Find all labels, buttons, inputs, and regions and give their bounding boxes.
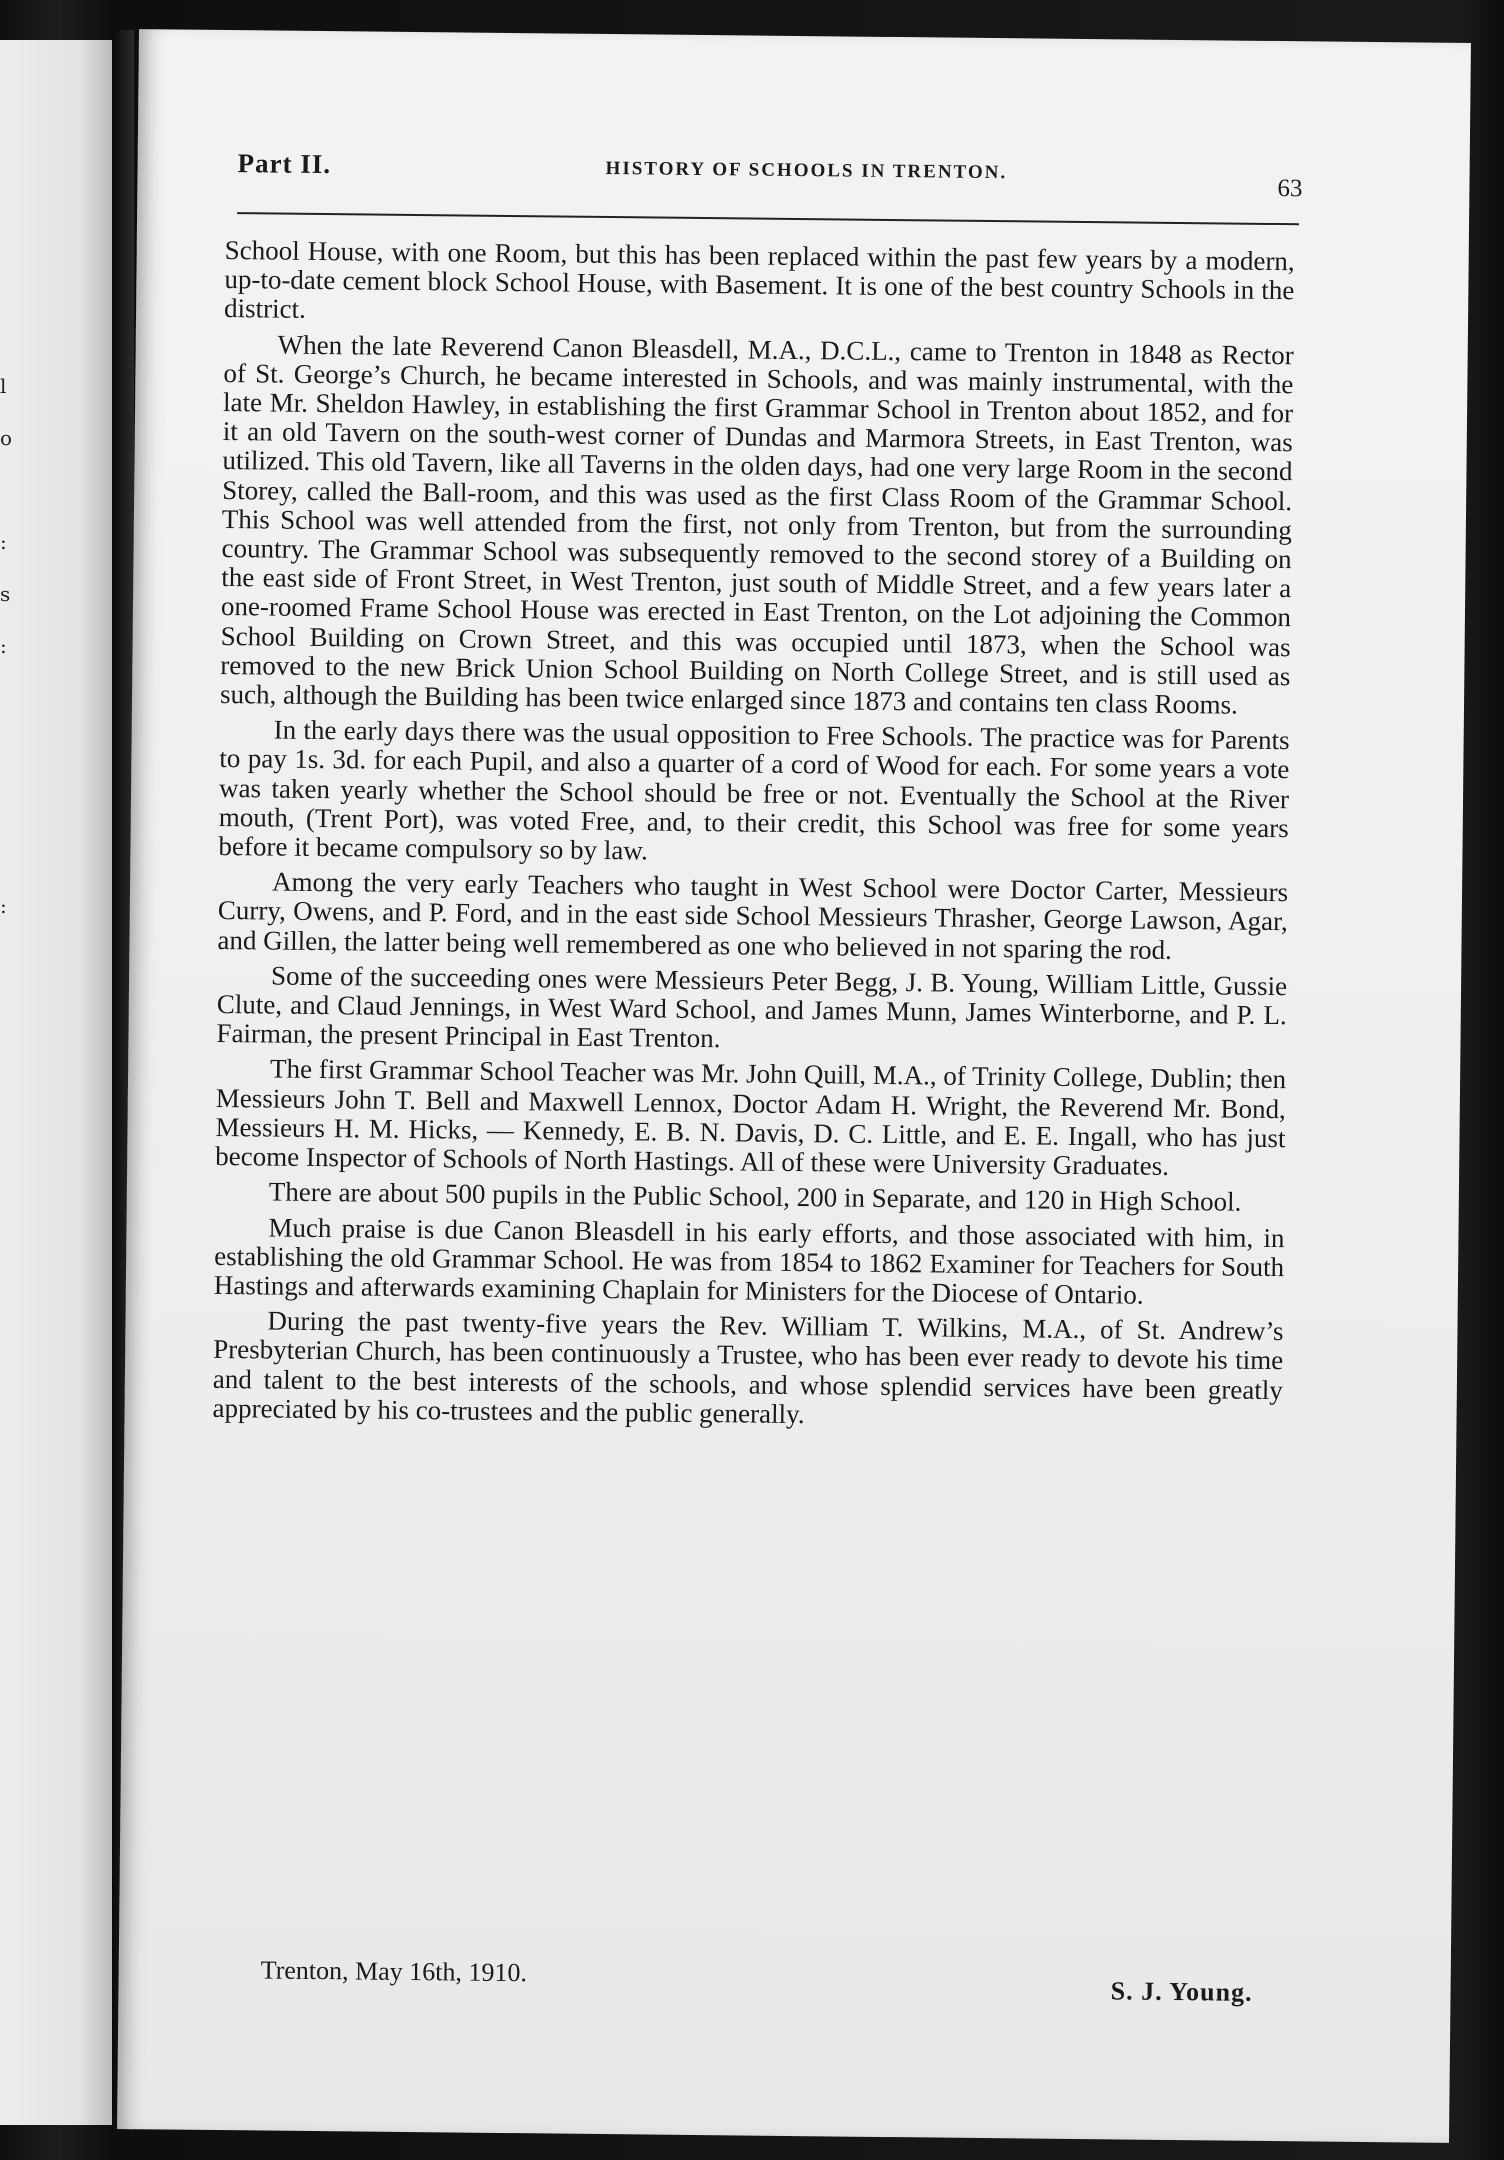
signature-block xyxy=(206,1955,1276,2006)
paragraph: Among the very early Teachers who taught in West School were Doctor Carter, Messieurs Curry, Owens, and P. Ford, and in the east side School Messieurs Thrasher, George Lawson, Agar, and Gillen, the latter being well remembered as one who believed in not sparing the rod. xyxy=(217,866,1289,965)
paragraph: School House, with one Room, but this has been replaced within the past few years by a modern, up-to-date cement block School House, with Basement. It is one of the best country Schools in the district. xyxy=(223,234,1295,325)
left-page-text-fragments: l o : s : : xyxy=(0,374,13,918)
paragraph: Some of the succeeding ones were Messieurs Peter Begg, J. B. Young, William Little, Gussie Clute, and Claud Jennings, in West Ward School, and James Munn, James Winterborne, and P. L. Fairman, the present Principal in East Trenton. xyxy=(216,960,1288,1054)
signature-author: S. J. Young. xyxy=(1110,1976,1253,2007)
section-title: HISTORY OF SCHOOLS IN TRENTON. xyxy=(605,157,1008,184)
running-header xyxy=(237,148,1337,203)
page-body xyxy=(212,236,1294,1440)
paragraph: Much praise is due Canon Bleasdell in his early efforts, and those associated with him, in establishing the old Grammar School. He was from 1854 to 1862 Examiner for Teachers for South Hastings and afterwards examining Chaplain for Ministers for the Diocese of Ontario. xyxy=(213,1212,1285,1310)
page-number: 63 xyxy=(1277,175,1303,203)
part-label: Part II. xyxy=(237,148,332,180)
left-page-edge xyxy=(0,40,112,2125)
paragraph: When the late Reverend Canon Bleasdell, M.A., D.C.L., came to Trenton in 1848 as Rector of St. George’s Church, he became interested in Schools, and was mainly instrumental, with the late Mr. Sheldon Hawley, in establishing the first Grammar School in Trenton about 1852, and for it an old Tavern on the south-west corner of Dundas and Marmora Streets, in East Trenton, was utilized. This old Tavern, like all Taverns in the olden days, had one very large Room in the second Storey, called the Ball-room, and this was used as the first Class Room of the Grammar School. This School was well attended from the first, not only from Trenton, but from the surrounding country. The Grammar School was subsequently removed to the second storey of a Building on the east side of Front Street, in West Trenton, just south of Middle Street, and a few years later a one-roomed Frame School House was erected in East Trenton, on the Lot adjoining the Common School Building on Crown Street, and this was occupied until 1873, when the School was removed to the new Brick Union School Building on North College Street, and is still used as such, although the Building has been twice enlarged since 1873 and contains ten class Rooms. xyxy=(219,329,1294,720)
book-page xyxy=(117,29,1471,2143)
paragraph: In the early days there was the usual opposition to Free Schools. The practice was for Parents to pay 1s. 3d. for each Pupil, and also a quarter of a cord of Wood for each. For some years a vote was taken yearly whether the School should be free or not. Eventually the School at the River mouth, (Trent Port), was voted Free, and, to their credit, this School was free for some years before it became compulsory so by law. xyxy=(218,714,1290,866)
paragraph: The first Grammar School Teacher was Mr. John Quill, M.A., of Trinity College, Dublin; then Messieurs John T. Bell and Maxwell Lennox, Doctor Adam H. Wright, the Reverend Mr. Bond, Messieurs H. M. Hicks, — Kennedy, E. B. N. Davis, D. C. Little, and E. E. Ingall, who has just become Inspector of Schools of North Hastings. All of these were University Graduates. xyxy=(215,1053,1287,1182)
paragraph: During the past twenty-five years the Rev. William T. Wilkins, M.A., of St. Andrew’s Presbyterian Church, has been continuously a Trustee, who has been ever ready to devote his time and talent to the best interests of the schools, and whose splendid services have been greatly appreciated by his co-trustees and the public generally. xyxy=(212,1305,1284,1429)
paragraph: There are about 500 pupils in the Public School, 200 in Separate, and 120 in High School. xyxy=(268,1176,1242,1217)
signature-place-date: Trenton, May 16th, 1910. xyxy=(260,1955,528,1988)
header-rule xyxy=(237,212,1299,225)
